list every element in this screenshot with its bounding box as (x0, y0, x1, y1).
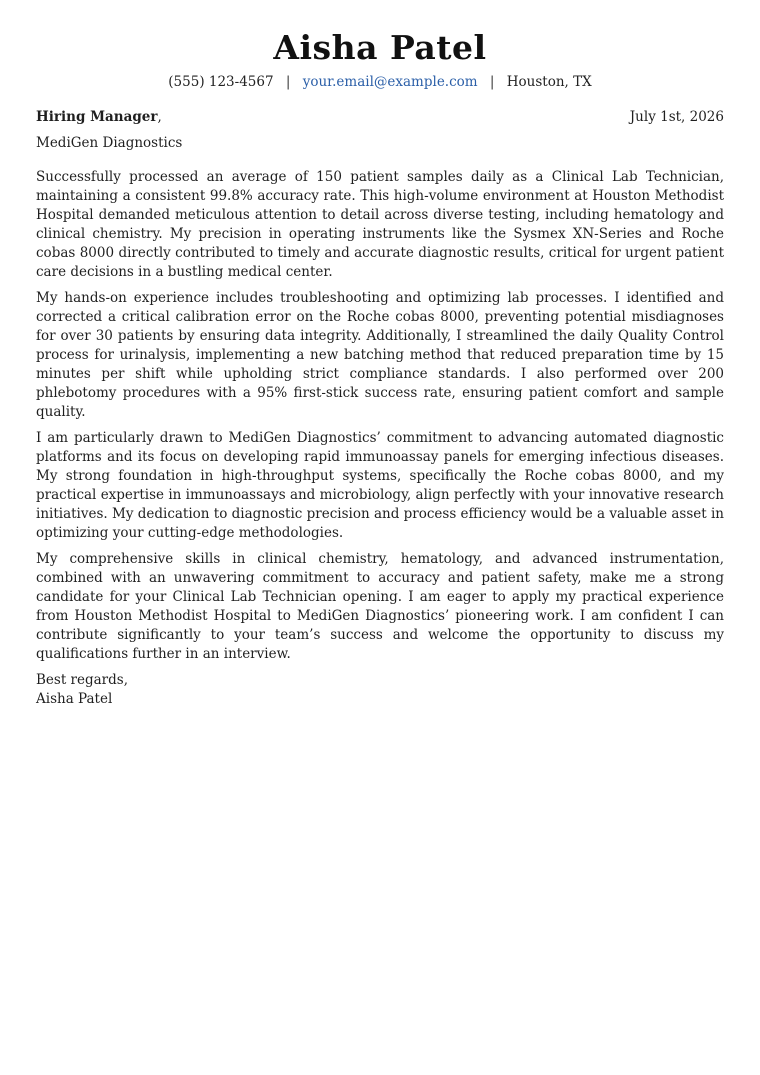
contact-separator: | (285, 74, 291, 90)
applicant-name: Aisha Patel (273, 28, 487, 67)
recipient-name-suffix: , (157, 109, 162, 125)
phone-number: (555) 123-4567 (168, 74, 274, 90)
body-paragraph: Successfully processed an average of 150 patient samples daily as a Clinical Lab Technician, maintaining a consistent 99.8% accuracy rate. This high-volume environment at Houston Methodist Hospital demanded meticulous attention to detail across diverse testing, including hematology and clinical chemistry. My precision in operating instruments like the Sysmex XN-Series and Roche cobas 8000 directly contributed to timely and accurate diagnostic results, critical for urgent patient care decisions in a bustling medical center. (36, 169, 724, 280)
recipient-name: Hiring Manager (36, 109, 158, 125)
recipient-company: MediGen Diagnostics (36, 135, 183, 151)
email-link[interactable]: your.email@example.com (302, 74, 478, 90)
body-paragraph: I am particularly drawn to MediGen Diagnostics’ commitment to advancing automated diagnostic platforms and its focus on developing rapid immunoassay panels for emerging infectious diseases. My strong foundation in high-throughput systems, specifically the Roche cobas 8000, and my practical expertise in immunoassays and microbiology, align perfectly with your innovative research initiatives. My dedication to diagnostic precision and process efficiency would be a valuable asset in optimizing your cutting-edge methodologies. (36, 430, 724, 541)
closing-salutation: Best regards, (36, 672, 129, 688)
recipient-date-row (36, 108, 724, 126)
letter-closing (36, 671, 724, 709)
letter-date: July 1st, 2026 (629, 109, 724, 125)
contact-line (36, 73, 724, 91)
body-paragraph: My comprehensive skills in clinical chemistry, hematology, and advanced instrumentation, combined with an unwavering commitment to accuracy and patient safety, make me a strong candidate for your Clinical Lab Technician opening. I am eager to apply my practical experience from Houston Methodist Hospital to MediGen Diagnostics’ pioneering work. I am confident I can contribute significantly to your team’s success and welcome the opportunity to discuss my qualifications further in an interview. (36, 551, 724, 662)
recipient-greeting (36, 108, 162, 126)
letter-body (36, 168, 724, 664)
closing-signature: Aisha Patel (36, 691, 113, 707)
contact-separator: | (489, 74, 495, 90)
location: Houston, TX (506, 74, 592, 90)
body-paragraph: My hands-on experience includes troubleshooting and optimizing lab processes. I identified and corrected a critical calibration error on the Roche cobas 8000, preventing potential misdiagnoses for over 30 patients by ensuring data integrity. Additionally, I streamlined the daily Quality Control process for urinalysis, implementing a new batching method that reduced preparation time by 15 minutes per shift while upholding strict compliance standards. I also performed over 200 phlebotomy procedures with a 95% first-stick success rate, ensuring patient comfort and sample quality. (36, 290, 724, 420)
